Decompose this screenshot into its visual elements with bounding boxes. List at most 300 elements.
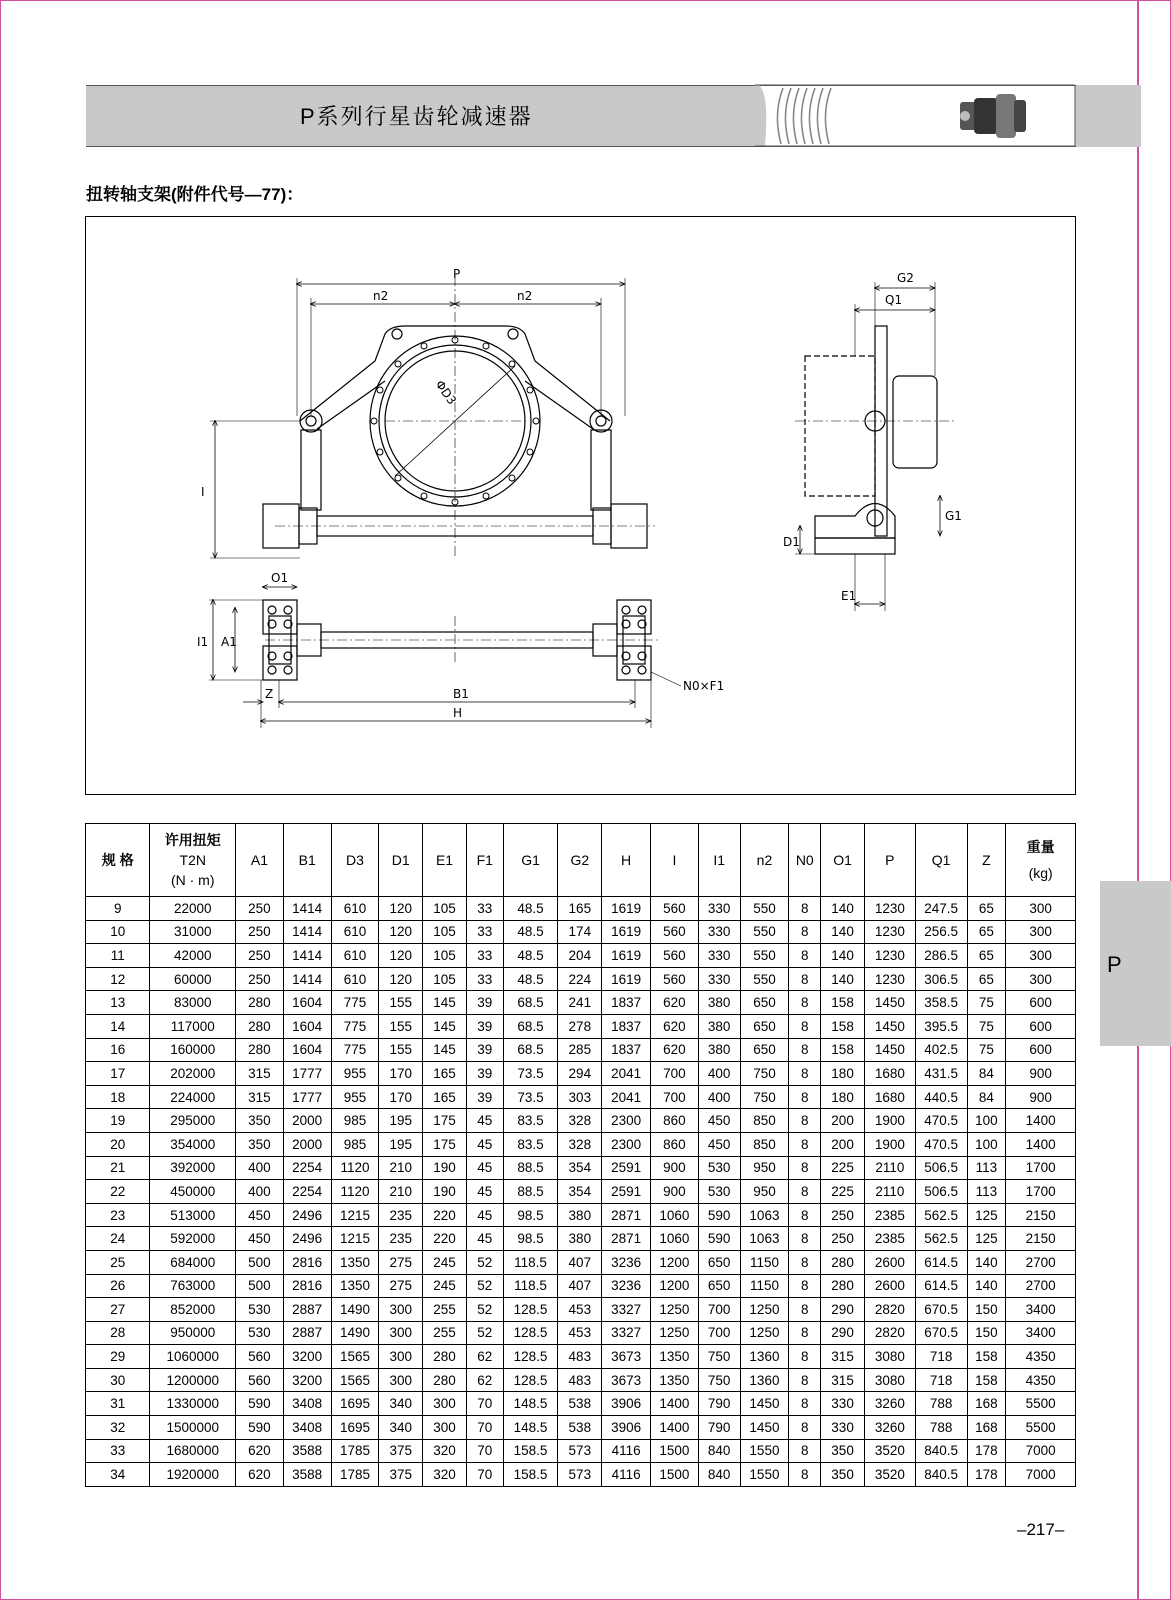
table-cell: 1350 bbox=[331, 1274, 379, 1298]
table-cell: 168 bbox=[967, 1392, 1006, 1416]
table-cell: 160000 bbox=[150, 1038, 236, 1062]
table-cell: 2600 bbox=[864, 1274, 915, 1298]
table-cell: 294 bbox=[558, 1062, 602, 1086]
table-cell: 8 bbox=[789, 1203, 821, 1227]
table-cell: 610 bbox=[331, 897, 379, 921]
table-cell: 280 bbox=[236, 1014, 284, 1038]
table-cell: 562.5 bbox=[915, 1227, 967, 1251]
table-cell: 900 bbox=[650, 1180, 698, 1204]
table-cell: 8 bbox=[789, 1156, 821, 1180]
table-cell: 148.5 bbox=[503, 1416, 558, 1440]
table-row bbox=[86, 1368, 1076, 1392]
table-cell: 31000 bbox=[150, 920, 236, 944]
table-cell: 65 bbox=[967, 944, 1006, 968]
table-header-row bbox=[86, 824, 1076, 897]
table-row bbox=[86, 1416, 1076, 1440]
table-cell: 117000 bbox=[150, 1014, 236, 1038]
header-weight-line1: 重量 bbox=[1026, 839, 1055, 855]
dim-label-G2: G2 bbox=[897, 271, 914, 285]
table-cell: 158 bbox=[821, 991, 865, 1015]
table-cell: 75 bbox=[967, 1038, 1006, 1062]
table-cell: 295000 bbox=[150, 1109, 236, 1133]
table-cell: 8 bbox=[789, 991, 821, 1015]
table-cell: 2300 bbox=[602, 1132, 651, 1156]
table-cell: 3520 bbox=[864, 1439, 915, 1463]
table-cell: 610 bbox=[331, 967, 379, 991]
dim-label-P: P bbox=[453, 267, 461, 281]
cell-spec: 28 bbox=[86, 1321, 150, 1345]
table-cell: 128.5 bbox=[503, 1368, 558, 1392]
table-cell: 88.5 bbox=[503, 1180, 558, 1204]
cell-spec: 19 bbox=[86, 1109, 150, 1133]
table-cell: 315 bbox=[821, 1345, 865, 1369]
table-cell: 113 bbox=[967, 1180, 1006, 1204]
table-row bbox=[86, 1109, 1076, 1133]
header-col: F1 bbox=[466, 824, 503, 897]
section-title: 扭转轴支架(附件代号—77)： bbox=[86, 185, 304, 204]
table-cell: 560 bbox=[650, 920, 698, 944]
table-cell: 450 bbox=[236, 1227, 284, 1251]
table-cell: 670.5 bbox=[915, 1321, 967, 1345]
table-cell: 33 bbox=[466, 967, 503, 991]
table-cell: 3673 bbox=[602, 1345, 651, 1369]
table-cell: 8 bbox=[789, 1062, 821, 1086]
table-cell: 840 bbox=[698, 1463, 740, 1487]
table-cell: 1500000 bbox=[150, 1416, 236, 1440]
table-row bbox=[86, 1274, 1076, 1298]
table-cell: 775 bbox=[331, 1014, 379, 1038]
table-cell: 700 bbox=[650, 1062, 698, 1086]
table-cell: 204 bbox=[558, 944, 602, 968]
table-cell: 118.5 bbox=[503, 1274, 558, 1298]
table-cell: 4350 bbox=[1006, 1368, 1076, 1392]
table-cell: 3906 bbox=[602, 1392, 651, 1416]
table-cell: 140 bbox=[821, 944, 865, 968]
cell-spec: 16 bbox=[86, 1038, 150, 1062]
table-cell: 3080 bbox=[864, 1368, 915, 1392]
table-cell: 2254 bbox=[283, 1156, 331, 1180]
table-cell: 1063 bbox=[740, 1203, 789, 1227]
table-cell: 113 bbox=[967, 1156, 1006, 1180]
table-cell: 1785 bbox=[331, 1439, 379, 1463]
table-cell: 2496 bbox=[283, 1203, 331, 1227]
dim-label-I1: I1 bbox=[197, 635, 209, 649]
table-cell: 225 bbox=[821, 1180, 865, 1204]
table-cell: 614.5 bbox=[915, 1274, 967, 1298]
cell-spec: 25 bbox=[86, 1250, 150, 1274]
table-cell: 100 bbox=[967, 1109, 1006, 1133]
table-cell: 42000 bbox=[150, 944, 236, 968]
table-cell: 250 bbox=[236, 944, 284, 968]
table-cell: 775 bbox=[331, 991, 379, 1015]
table-cell: 175 bbox=[423, 1109, 467, 1133]
table-cell: 8 bbox=[789, 1085, 821, 1109]
table-cell: 1060000 bbox=[150, 1345, 236, 1369]
table-row bbox=[86, 1062, 1076, 1086]
table-cell: 1215 bbox=[331, 1227, 379, 1251]
table-cell: 140 bbox=[967, 1274, 1006, 1298]
table-cell: 315 bbox=[821, 1368, 865, 1392]
table-cell: 75 bbox=[967, 991, 1006, 1015]
table-cell: 380 bbox=[558, 1203, 602, 1227]
table-cell: 560 bbox=[650, 944, 698, 968]
cell-spec: 13 bbox=[86, 991, 150, 1015]
table-cell: 2150 bbox=[1006, 1227, 1076, 1251]
table-cell: 180 bbox=[821, 1062, 865, 1086]
table-cell: 83000 bbox=[150, 991, 236, 1015]
table-cell: 592000 bbox=[150, 1227, 236, 1251]
table-cell: 105 bbox=[423, 897, 467, 921]
table-cell: 610 bbox=[331, 920, 379, 944]
dim-label-B1: B1 bbox=[453, 687, 469, 701]
table-cell: 790 bbox=[698, 1392, 740, 1416]
table-cell: 3520 bbox=[864, 1463, 915, 1487]
table-cell: 235 bbox=[379, 1203, 423, 1227]
table-cell: 950 bbox=[740, 1156, 789, 1180]
header-col: D1 bbox=[379, 824, 423, 897]
table-cell: 1230 bbox=[864, 920, 915, 944]
table-cell: 3400 bbox=[1006, 1321, 1076, 1345]
table-cell: 125 bbox=[967, 1203, 1006, 1227]
table-cell: 2600 bbox=[864, 1250, 915, 1274]
table-cell: 33 bbox=[466, 897, 503, 921]
table-cell: 1680 bbox=[864, 1062, 915, 1086]
table-cell: 300 bbox=[379, 1321, 423, 1345]
table-cell: 8 bbox=[789, 1321, 821, 1345]
header-torque bbox=[150, 824, 236, 897]
table-cell: 280 bbox=[821, 1274, 865, 1298]
table-cell: 150 bbox=[967, 1321, 1006, 1345]
table-cell: 158.5 bbox=[503, 1463, 558, 1487]
table-cell: 400 bbox=[698, 1062, 740, 1086]
table-cell: 45 bbox=[466, 1156, 503, 1180]
table-cell: 955 bbox=[331, 1085, 379, 1109]
table-cell: 165 bbox=[423, 1085, 467, 1109]
table-cell: 573 bbox=[558, 1439, 602, 1463]
table-cell: 1060 bbox=[650, 1203, 698, 1227]
table-cell: 375 bbox=[379, 1463, 423, 1487]
table-cell: 3260 bbox=[864, 1392, 915, 1416]
dim-label-D3: ΦD3 bbox=[432, 377, 460, 408]
table-cell: 950000 bbox=[150, 1321, 236, 1345]
table-cell: 400 bbox=[236, 1180, 284, 1204]
table-cell: 2820 bbox=[864, 1321, 915, 1345]
table-cell: 210 bbox=[379, 1180, 423, 1204]
table-cell: 1400 bbox=[650, 1392, 698, 1416]
table-cell: 5500 bbox=[1006, 1416, 1076, 1440]
cell-spec: 24 bbox=[86, 1227, 150, 1251]
table-cell: 1604 bbox=[283, 1038, 331, 1062]
table-cell: 2110 bbox=[864, 1180, 915, 1204]
table-cell: 62 bbox=[466, 1345, 503, 1369]
table-cell: 614.5 bbox=[915, 1250, 967, 1274]
table-cell: 8 bbox=[789, 1368, 821, 1392]
table-cell: 202000 bbox=[150, 1062, 236, 1086]
table-cell: 1450 bbox=[740, 1392, 789, 1416]
cell-spec: 14 bbox=[86, 1014, 150, 1038]
table-cell: 750 bbox=[698, 1368, 740, 1392]
table-cell: 2000 bbox=[283, 1132, 331, 1156]
table-cell: 245 bbox=[423, 1250, 467, 1274]
table-cell: 2887 bbox=[283, 1298, 331, 1322]
table-cell: 1215 bbox=[331, 1203, 379, 1227]
table-cell: 985 bbox=[331, 1132, 379, 1156]
table-cell: 48.5 bbox=[503, 944, 558, 968]
table-cell: 3080 bbox=[864, 1345, 915, 1369]
table-cell: 250 bbox=[236, 967, 284, 991]
table-cell: 2150 bbox=[1006, 1203, 1076, 1227]
table-cell: 62 bbox=[466, 1368, 503, 1392]
table-cell: 538 bbox=[558, 1416, 602, 1440]
table-cell: 73.5 bbox=[503, 1085, 558, 1109]
table-cell: 450 bbox=[698, 1132, 740, 1156]
table-cell: 1120 bbox=[331, 1156, 379, 1180]
table-cell: 155 bbox=[379, 991, 423, 1015]
table-cell: 1150 bbox=[740, 1274, 789, 1298]
table-cell: 380 bbox=[698, 1038, 740, 1062]
table-cell: 158 bbox=[821, 1014, 865, 1038]
table-row bbox=[86, 1014, 1076, 1038]
table-cell: 1700 bbox=[1006, 1180, 1076, 1204]
table-body bbox=[86, 897, 1076, 1487]
header-torque-line2: T2N bbox=[179, 852, 206, 868]
table-cell: 3236 bbox=[602, 1250, 651, 1274]
table-cell: 840.5 bbox=[915, 1439, 967, 1463]
table-cell: 8 bbox=[789, 1180, 821, 1204]
dim-label-O1: O1 bbox=[271, 571, 289, 585]
page-border-right bbox=[1137, 0, 1139, 1600]
table-cell: 280 bbox=[423, 1345, 467, 1369]
table-cell: 1490 bbox=[331, 1321, 379, 1345]
cell-spec: 12 bbox=[86, 967, 150, 991]
table-row bbox=[86, 1156, 1076, 1180]
table-cell: 300 bbox=[379, 1345, 423, 1369]
table-cell: 128.5 bbox=[503, 1345, 558, 1369]
table-cell: 1230 bbox=[864, 897, 915, 921]
table-cell: 550 bbox=[740, 967, 789, 991]
cell-spec: 20 bbox=[86, 1132, 150, 1156]
table-cell: 170 bbox=[379, 1085, 423, 1109]
table-cell: 48.5 bbox=[503, 920, 558, 944]
dim-label-Q1: Q1 bbox=[885, 293, 903, 307]
table-row bbox=[86, 1203, 1076, 1227]
table-cell: 3236 bbox=[602, 1274, 651, 1298]
table-cell: 2254 bbox=[283, 1180, 331, 1204]
table-cell: 650 bbox=[698, 1274, 740, 1298]
table-cell: 70 bbox=[466, 1416, 503, 1440]
table-cell: 1450 bbox=[864, 991, 915, 1015]
table-cell: 3327 bbox=[602, 1321, 651, 1345]
table-cell: 550 bbox=[740, 920, 789, 944]
table-cell: 75 bbox=[967, 1014, 1006, 1038]
table-cell: 286.5 bbox=[915, 944, 967, 968]
table-cell: 70 bbox=[466, 1463, 503, 1487]
table-cell: 328 bbox=[558, 1132, 602, 1156]
table-cell: 120 bbox=[379, 920, 423, 944]
table-cell: 955 bbox=[331, 1062, 379, 1086]
table-cell: 4350 bbox=[1006, 1345, 1076, 1369]
table-cell: 453 bbox=[558, 1321, 602, 1345]
dim-label-n2-left: n2 bbox=[373, 289, 389, 303]
dim-label-A1: A1 bbox=[221, 635, 237, 649]
table-cell: 140 bbox=[967, 1250, 1006, 1274]
table-cell: 300 bbox=[423, 1416, 467, 1440]
table-cell: 560 bbox=[650, 897, 698, 921]
table-cell: 2385 bbox=[864, 1203, 915, 1227]
table-cell: 395.5 bbox=[915, 1014, 967, 1038]
dim-label-Z: Z bbox=[265, 687, 274, 701]
table-cell: 407 bbox=[558, 1250, 602, 1274]
table-cell: 255 bbox=[423, 1298, 467, 1322]
table-cell: 3327 bbox=[602, 1298, 651, 1322]
table-cell: 1200000 bbox=[150, 1368, 236, 1392]
table-cell: 300 bbox=[1006, 967, 1076, 991]
table-cell: 250 bbox=[821, 1203, 865, 1227]
table-cell: 60000 bbox=[150, 967, 236, 991]
header-weight bbox=[1006, 824, 1076, 897]
table-cell: 1837 bbox=[602, 991, 651, 1015]
table-cell: 5500 bbox=[1006, 1392, 1076, 1416]
table-cell: 250 bbox=[821, 1227, 865, 1251]
table-cell: 280 bbox=[423, 1368, 467, 1392]
table-cell: 560 bbox=[236, 1368, 284, 1392]
table-cell: 256.5 bbox=[915, 920, 967, 944]
table-cell: 52 bbox=[466, 1250, 503, 1274]
table-cell: 170 bbox=[379, 1062, 423, 1086]
table-cell: 275 bbox=[379, 1274, 423, 1298]
table-cell: 1120 bbox=[331, 1180, 379, 1204]
table-cell: 300 bbox=[423, 1392, 467, 1416]
header-weight-line2: (kg) bbox=[1028, 865, 1053, 881]
table-cell: 483 bbox=[558, 1368, 602, 1392]
header-col: N0 bbox=[789, 824, 821, 897]
table-cell: 330 bbox=[698, 967, 740, 991]
table-cell: 900 bbox=[1006, 1085, 1076, 1109]
table-cell: 8 bbox=[789, 1250, 821, 1274]
table-cell: 788 bbox=[915, 1416, 967, 1440]
table-cell: 550 bbox=[740, 897, 789, 921]
cell-spec: 22 bbox=[86, 1180, 150, 1204]
table-cell: 241 bbox=[558, 991, 602, 1015]
table-cell: 1250 bbox=[650, 1298, 698, 1322]
table-cell: 105 bbox=[423, 944, 467, 968]
table-cell: 3200 bbox=[283, 1345, 331, 1369]
header-decoration bbox=[755, 84, 1080, 148]
table-cell: 330 bbox=[698, 944, 740, 968]
table-cell: 840 bbox=[698, 1439, 740, 1463]
cell-spec: 31 bbox=[86, 1392, 150, 1416]
cell-spec: 33 bbox=[86, 1439, 150, 1463]
table-cell: 245 bbox=[423, 1274, 467, 1298]
table-cell: 750 bbox=[740, 1062, 789, 1086]
table-cell: 275 bbox=[379, 1250, 423, 1274]
header-torque-line3: (N · m) bbox=[170, 872, 215, 888]
table-cell: 158.5 bbox=[503, 1439, 558, 1463]
table-cell: 560 bbox=[236, 1345, 284, 1369]
table-cell: 1604 bbox=[283, 1014, 331, 1038]
table-cell: 303 bbox=[558, 1085, 602, 1109]
table-cell: 375 bbox=[379, 1439, 423, 1463]
table-cell: 900 bbox=[650, 1156, 698, 1180]
table-cell: 3673 bbox=[602, 1368, 651, 1392]
table-cell: 450 bbox=[698, 1109, 740, 1133]
table-cell: 158 bbox=[821, 1038, 865, 1062]
table-cell: 2496 bbox=[283, 1227, 331, 1251]
table-cell: 500 bbox=[236, 1274, 284, 1298]
table-cell: 8 bbox=[789, 967, 821, 991]
table-cell: 125 bbox=[967, 1227, 1006, 1251]
table-cell: 590 bbox=[236, 1416, 284, 1440]
cell-spec: 11 bbox=[86, 944, 150, 968]
table-cell: 225 bbox=[821, 1156, 865, 1180]
table-cell: 538 bbox=[558, 1392, 602, 1416]
table-cell: 400 bbox=[698, 1085, 740, 1109]
table-cell: 560 bbox=[650, 967, 698, 991]
table-cell: 1500 bbox=[650, 1439, 698, 1463]
header-spec: 规 格 bbox=[86, 824, 150, 897]
table-cell: 195 bbox=[379, 1109, 423, 1133]
table-cell: 470.5 bbox=[915, 1109, 967, 1133]
dim-label-D1: D1 bbox=[783, 535, 800, 549]
cell-spec: 10 bbox=[86, 920, 150, 944]
table-cell: 8 bbox=[789, 944, 821, 968]
table-cell: 8 bbox=[789, 1227, 821, 1251]
table-cell: 45 bbox=[466, 1180, 503, 1204]
table-cell: 600 bbox=[1006, 1038, 1076, 1062]
table-cell: 1680000 bbox=[150, 1439, 236, 1463]
table-cell: 354 bbox=[558, 1180, 602, 1204]
table-cell: 1200 bbox=[650, 1274, 698, 1298]
table-cell: 255 bbox=[423, 1321, 467, 1345]
table-cell: 850 bbox=[740, 1109, 789, 1133]
table-cell: 1250 bbox=[650, 1321, 698, 1345]
table-row bbox=[86, 967, 1076, 991]
table-row bbox=[86, 991, 1076, 1015]
table-cell: 3408 bbox=[283, 1392, 331, 1416]
table-cell: 224000 bbox=[150, 1085, 236, 1109]
header-col: I1 bbox=[698, 824, 740, 897]
table-cell: 1695 bbox=[331, 1416, 379, 1440]
cell-spec: 9 bbox=[86, 897, 150, 921]
table-cell: 852000 bbox=[150, 1298, 236, 1322]
table-cell: 650 bbox=[740, 1014, 789, 1038]
table-cell: 39 bbox=[466, 1038, 503, 1062]
table-cell: 354 bbox=[558, 1156, 602, 1180]
table-cell: 860 bbox=[650, 1132, 698, 1156]
table-cell: 358.5 bbox=[915, 991, 967, 1015]
table-cell: 1700 bbox=[1006, 1156, 1076, 1180]
table-cell: 145 bbox=[423, 1038, 467, 1062]
dim-label-E1: E1 bbox=[841, 589, 857, 603]
table-cell: 280 bbox=[236, 991, 284, 1015]
table-cell: 402.5 bbox=[915, 1038, 967, 1062]
table-cell: 315 bbox=[236, 1062, 284, 1086]
table-cell: 290 bbox=[821, 1321, 865, 1345]
cell-spec: 17 bbox=[86, 1062, 150, 1086]
table-cell: 52 bbox=[466, 1321, 503, 1345]
table-cell: 1360 bbox=[740, 1345, 789, 1369]
table-cell: 83.5 bbox=[503, 1132, 558, 1156]
table-cell: 280 bbox=[236, 1038, 284, 1062]
table-cell: 105 bbox=[423, 920, 467, 944]
table-cell: 1695 bbox=[331, 1392, 379, 1416]
table-cell: 620 bbox=[650, 1014, 698, 1038]
table-cell: 73.5 bbox=[503, 1062, 558, 1086]
table-cell: 1450 bbox=[864, 1038, 915, 1062]
table-cell: 340 bbox=[379, 1392, 423, 1416]
table-cell: 1785 bbox=[331, 1463, 379, 1487]
table-cell: 39 bbox=[466, 1062, 503, 1086]
